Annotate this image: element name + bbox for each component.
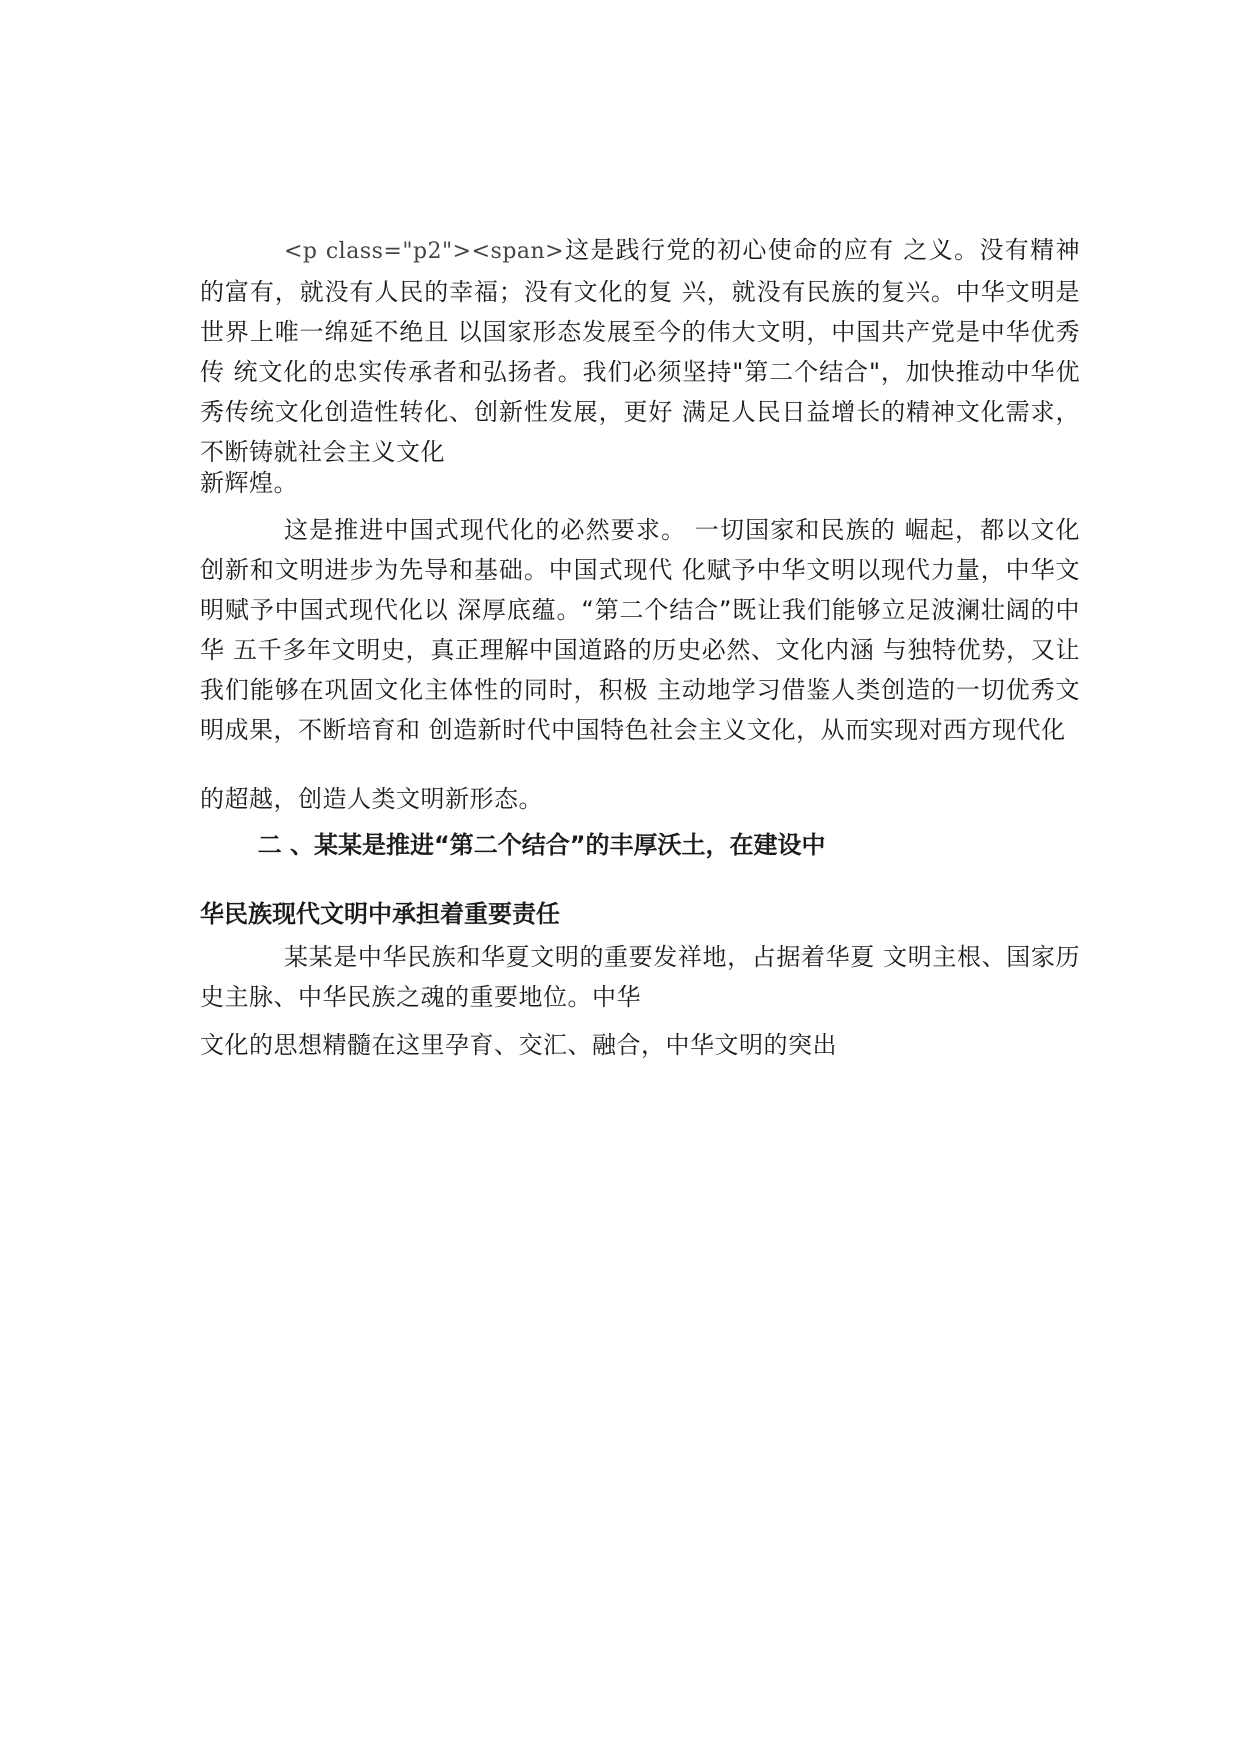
paragraph-birthplace: 某某是中华民族和华夏文明的重要发祥地，占据着华夏 文明主根、国家历史主脉、中华民族之魂的重要地位。中华 [200,943,1080,1011]
paragraph-modernization-tail: 的超越，创造人类文明新形态。 [200,785,543,813]
paragraph-initial-mission-text: 这是践行党的初心使命的应有 之义。没有精神的富有，就没有人民的幸福；没有文化的复 兴，就没有民族的复兴。中华文明是世界上唯一绵延不绝且 以国家形态发展至今的伟大文明，中国共产党是中华优秀传 统文化的忠实传承者和弘扬者。我们必须坚持"第二个结合"，加快推动中华优秀传统文化创造性转化、创新性发展，更好 满足人民日益增长的精神文化需求，不断铸就社会主义文化 [200,236,1080,466]
paragraph-initial-mission-tail: 新辉煌。 [200,469,298,497]
paragraph-initial-mission [200,230,1080,472]
section-heading-line-2: 华民族现代文明中承担着重要责任 [200,900,560,928]
paragraph-modernization: 这是推进中国式现代化的必然要求。 一切国家和民族的 崛起，都以文化创新和文明进步为先导和基础。中国式现代 化赋予中华文明以现代力量，中华文明赋予中国式现代化以 深厚底蕴。“第二个结合”既让我们能够立足波澜壮阔的中华 五千多年文明史，真正理解中国道路的历史必然、文化内涵 与独特优势，又让我们能够在巩固文化主体性的同时，积极 主动地学习借鉴人类创造的一切优秀文明成果，不断培育和 创造新时代中国特色社会主义文化，从而实现对西方现代化 [200,516,1080,744]
section-heading-line-1: 二 、某某是推进“第二个结合”的丰厚沃土，在建设中 [257,831,826,859]
paragraph-birthplace-tail: 文化的思想精髓在这里孕育、交汇、融合，中华文明的突出 [200,1031,837,1059]
html-fragment-text: <p class="p2"><span> [284,239,565,264]
